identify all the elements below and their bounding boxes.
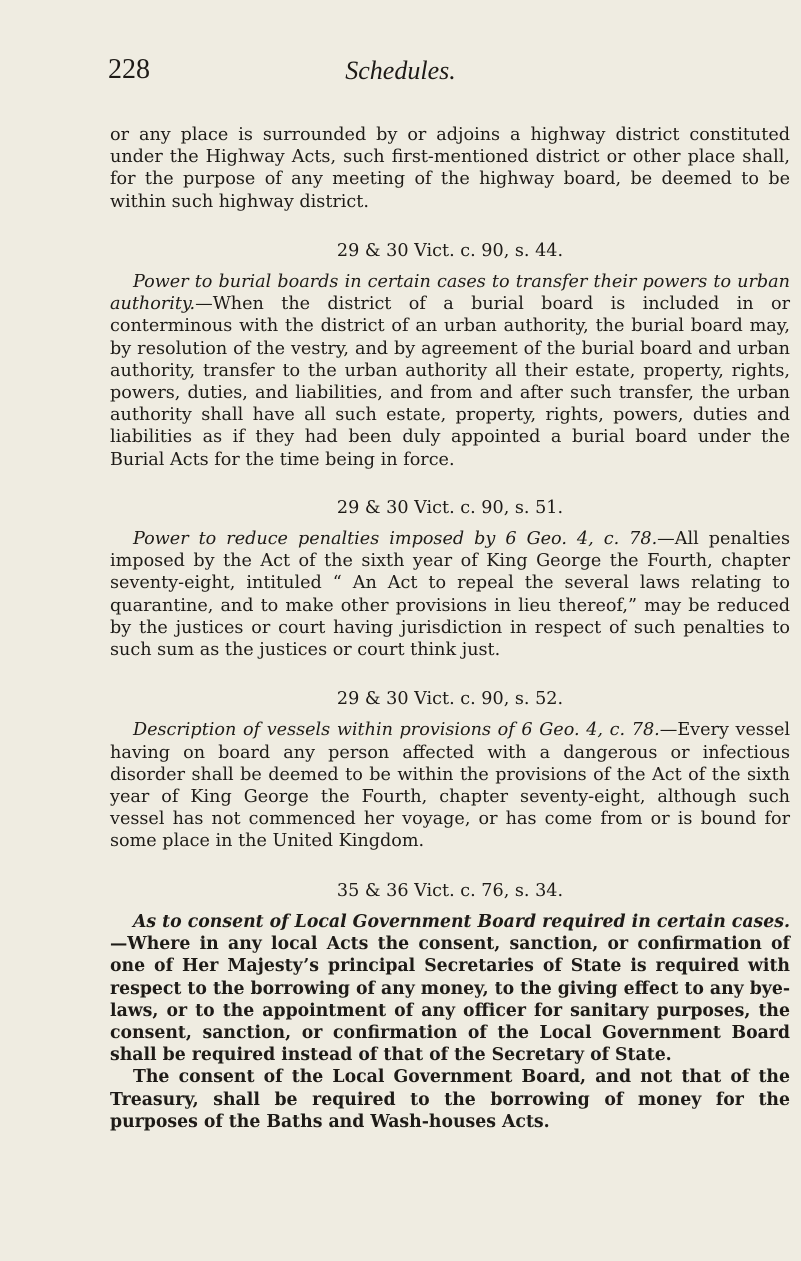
- section-text: —All penalties imposed by the Act of the sixth year of King George the Fourth, chapter seventy-eight, intituled “ An Act to repeal the several laws relating to quarantine, and to make other provisions in lieu thereof,” may be reduced by the justices or court having jurisdiction in respect of such penalties to such sum as the justices or court think just.: [110, 529, 790, 661]
- section-text: —Where in any local Acts the consent, sanction, or confirmation of one of Her Majesty’s principal Secretaries of State is required with respect to the borrowing of any money, to the giving effect to any bye-laws, or to the appointment of any officer for sanitary purposes, the consent, sanction, or confirmation of the Local Government Board shall be required instead of that of the Secretary of State.: [110, 934, 790, 1066]
- section-s44: [110, 271, 790, 471]
- section-heading: Power to reduce penalties imposed by 6 Geo. 4, c. 78.: [133, 529, 658, 550]
- citation-s34: 35 & 36 Vict. c. 76, s. 34.: [336, 880, 564, 901]
- section-heading: Power to burial boards in certain cases to transfer their powers to urban authority.: [110, 272, 790, 315]
- section-text: —When the district of a burial board is included in or conterminous with the district of an urban authority, the burial board may, by resolution of the vestry, and by agreement of the burial board and urban authority, transfer to the urban authority all their estate, property, rights, powers, duties, and liabilities, and from and after such transfer, the urban authority shall have all such estate, property, rights, powers, duties and liabilities as if they had been duly appointed a burial board under the Burial Acts for the time being in force.: [110, 294, 790, 470]
- page-header: [0, 54, 801, 94]
- citation-s52: 29 & 30 Vict. c. 90, s. 52.: [336, 689, 564, 710]
- section-s34: [110, 911, 790, 1133]
- page-number: 228: [108, 54, 150, 85]
- citation-s44: 29 & 30 Vict. c. 90, s. 44.: [336, 240, 564, 261]
- section-heading: Description of vessels within provisions of 6 Geo. 4, c. 78.: [133, 720, 660, 741]
- citation-s51: 29 & 30 Vict. c. 90, s. 51.: [336, 497, 564, 518]
- section-s34-para1: [110, 911, 790, 1066]
- continued-paragraph: or any place is surrounded by or adjoins a highway district constituted under the Highway Acts, such first-mentioned district or other place shall, for the purpose of any meeting of the highway board, be deemed to be within such highway district.: [110, 125, 790, 212]
- section-heading: As to consent of Local Government Board required in certain cases.: [133, 911, 790, 932]
- page-body: [110, 124, 790, 1133]
- section-s51: [110, 528, 790, 661]
- section-text: —Every vessel having on board any person affected with a dangerous or infectious disorder shall be deemed to be within the provisions of the Act of the sixth year of King George the Fourth, chapter seventy-eight, although such vessel has not commenced her voyage, or has come from or is bound for some place in the United Kingdom.: [110, 720, 790, 852]
- section-s34-para2: The consent of the Local Government Board, and not that of the Treasury, shall be required to the borrowing of money for the purposes of the Baths and Wash-houses Acts.: [110, 1067, 790, 1132]
- running-title: Schedules.: [345, 56, 456, 85]
- section-s52: [110, 719, 790, 852]
